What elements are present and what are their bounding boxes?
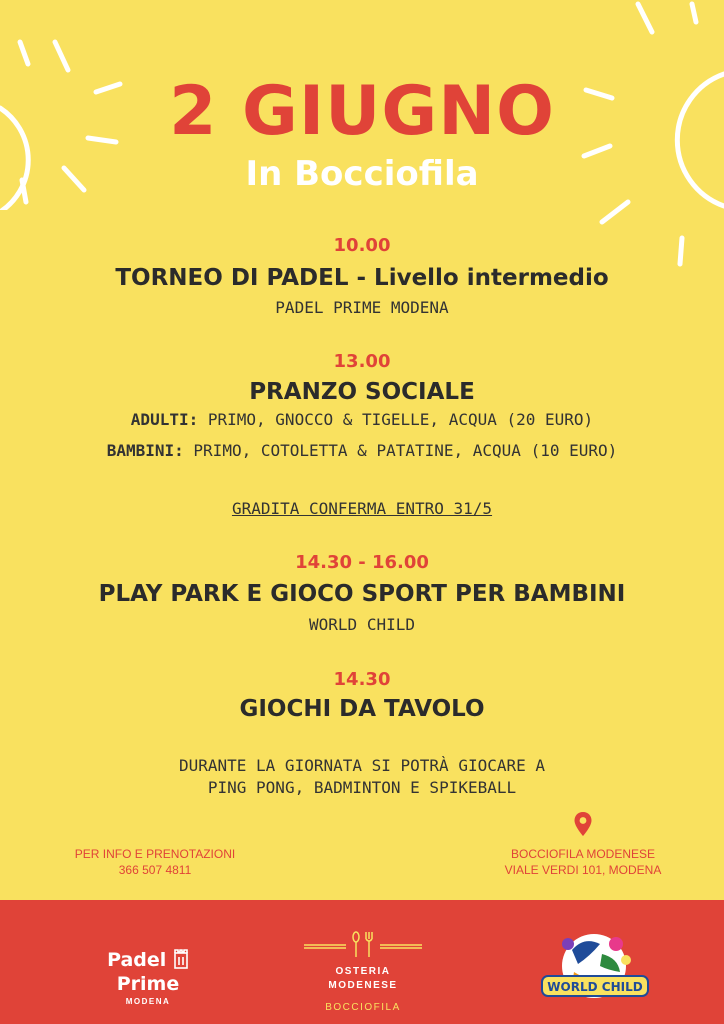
contact-label: PER INFO E PRENOTAZIONI xyxy=(74,847,236,861)
menu-text: PRIMO, GNOCCO & TIGELLE, ACQUA (20 EURO) xyxy=(198,410,594,429)
page-title: 2 GIUGNO xyxy=(169,72,555,151)
sponsor-footer xyxy=(0,900,724,1024)
padel-logo-left: Padel xyxy=(107,949,167,971)
padel-logo-right: Prime xyxy=(116,973,180,995)
page-subtitle: In Bocciofila xyxy=(245,154,479,194)
event-title: PLAY PARK E GIOCO SPORT PER BAMBINI xyxy=(98,581,626,607)
event-time: 13.00 xyxy=(333,351,391,372)
location-info xyxy=(492,846,674,878)
menu-line-children xyxy=(0,440,724,462)
fork-spoon-icon xyxy=(302,930,424,960)
osteria-logo-sub: BOCCIOFILA xyxy=(325,1002,401,1013)
event-title: GIOCHI DA TAVOLO xyxy=(239,696,485,722)
event-subtitle: WORLD CHILD xyxy=(309,615,415,634)
confirmation-note: GRADITA CONFERMA ENTRO 31/5 xyxy=(231,499,493,518)
menu-label: BAMBINI: xyxy=(106,441,184,460)
extra-activities-line: PING PONG, BADMINTON E SPIKEBALL xyxy=(207,778,517,797)
contact-info xyxy=(70,846,240,878)
world-child-logo-text: WORLD CHILD xyxy=(547,980,643,994)
map-pin-icon xyxy=(573,811,593,837)
event-subtitle: PADEL PRIME MODENA xyxy=(275,298,449,317)
event-time: 10.00 xyxy=(333,235,391,256)
padel-logo-city: MODENA xyxy=(125,997,171,1006)
menu-label: ADULTI: xyxy=(130,410,199,429)
location-address: VIALE VERDI 101, MODENA xyxy=(504,863,662,877)
extra-activities-line: DURANTE LA GIORNATA SI POTRÀ GIOCARE A xyxy=(178,756,546,775)
event-title: PRANZO SOCIALE xyxy=(249,379,475,405)
padel-prime-logo xyxy=(80,948,216,1008)
event-time: 14.30 xyxy=(333,669,391,690)
event-time: 14.30 - 16.00 xyxy=(295,552,429,573)
menu-line-adults xyxy=(0,409,724,431)
osteria-logo-name: OSTERIA MODENESE xyxy=(328,966,398,991)
menu-text: PRIMO, COTOLETTA & PATATINE, ACQUA (10 EURO) xyxy=(183,441,618,460)
osteria-logo xyxy=(302,930,424,1015)
padel-tower-icon xyxy=(173,949,189,969)
event-title: TORNEO DI PADEL - Livello intermedio xyxy=(115,265,609,291)
contact-phone[interactable]: 366 507 4811 xyxy=(118,863,192,877)
world-child-logo xyxy=(528,914,662,1018)
location-name: BOCCIOFILA MODENESE xyxy=(510,847,656,861)
